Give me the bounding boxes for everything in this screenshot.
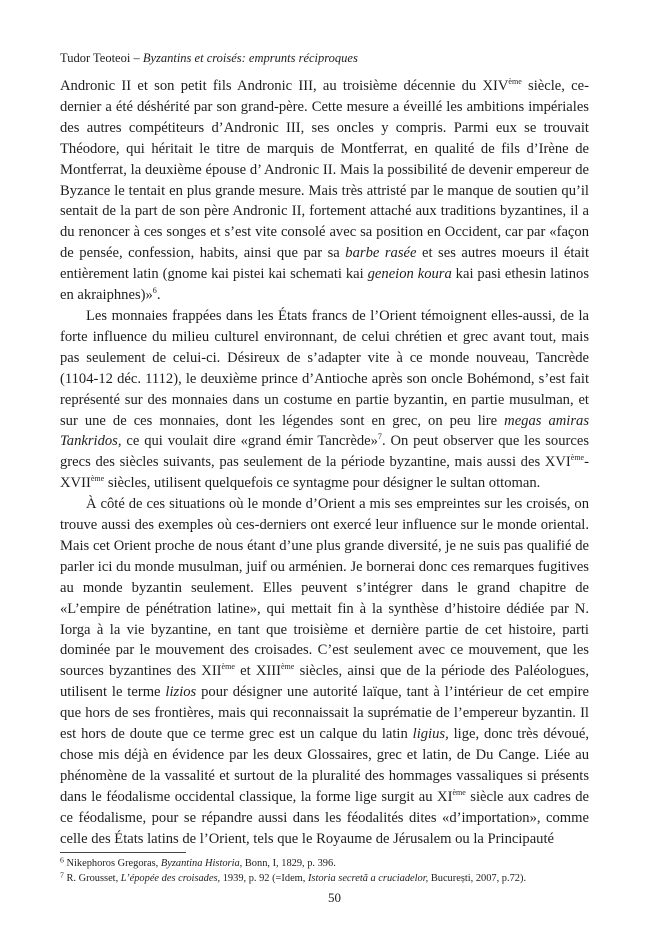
text-run: Andronic II et son petit fils Andronic III, au troisième décennie du XIV [60, 78, 509, 94]
footnotes [60, 856, 600, 886]
text-run: R. Grousset, [63, 873, 121, 884]
text-run: ce qui voulait dire «grand émir Tancrède» [121, 433, 378, 450]
text-run: Nikephoros Gregoras, [63, 858, 161, 869]
text-run: . [156, 287, 161, 304]
italic-run: L’épopée des croisades, [120, 873, 221, 884]
text-run: București, 2007, p.72). [428, 873, 527, 884]
running-header [60, 50, 620, 66]
text-run: pour désigner une autorité laïque, tant à l’intérieur de cet empire que hors de ses frontières, mais qui reconnaissait la suprématie de l’empereur byzantin. Il est hors de doute que ce terme grec est un calque du latin [60, 684, 589, 743]
footnote-number: 6 [60, 855, 64, 865]
page-number: 50 [328, 890, 341, 905]
text-run: -XVII [60, 454, 589, 492]
footnote-6 [60, 856, 600, 871]
body-text [60, 76, 589, 850]
italic-run: geneion koura [367, 266, 452, 283]
superscript: ème [570, 453, 585, 463]
header-title: Byzantins et croisés: emprunts réciproques [142, 51, 358, 65]
paragraph-2 [60, 306, 589, 494]
text-run: . On peut observer que les sources grecs des siècles suivants, pas seulement de la période byzantine, mais aussi des XVI [60, 433, 589, 471]
text-run: kai pasi ethesin latinos en akraiphnes)» [60, 266, 589, 304]
text-run: Les monnaies frappées dans les États francs de l’Orient témoignent elles-aussi, de la forte influence du milieu culturel environnant, de celui chrétien et grec avant tout, mais pas seulement de celui-ci. Désireux de s’adapter vite à ce monde nouveau, Tancrède (1104-12 déc. 1112), le deuxième prince d’Antioche après son oncle Bohémond, s’est fait représenté sur des monnaies dans un costume en partie byzantin, en partie musulman, et sur une de ces monnaies, dont les légendes sont en grec, on peu lire [60, 307, 589, 429]
superscript: ème [221, 662, 235, 672]
superscript: ème [90, 474, 105, 484]
italic-run: Byzantina Historia, [160, 858, 243, 869]
text-run: Bonn, I, 1829, p. 396. [242, 858, 336, 869]
footnote-ref-7[interactable]: 7 [377, 432, 382, 442]
text-run: 1939, p. 92 (=Idem, [220, 873, 308, 884]
italic-run: megas amiras Tankridos, [60, 412, 589, 450]
footnote-number: 7 [60, 870, 64, 880]
superscript: ème [508, 76, 522, 86]
italic-run: Istoria secretă a cruciadelor, [307, 873, 429, 884]
text-run: siècles, ainsi que de la période des Paléologues, utilisent le terme [60, 663, 589, 701]
footnote-7 [60, 871, 600, 886]
text-run: et XIII [234, 663, 281, 680]
italic-run: lizios [165, 684, 197, 701]
italic-run: barbe rasée [345, 245, 417, 262]
text-run: siècle, ce-dernier a été déshérité par son grand-père. Cette mesure a éveillé les ambitions impériales des autres compétiteurs d’Andronic III, ses oncles y compris. Parmi eux se trouvait Théodore, qui héritait le titre de marquis de Montferrat, en qualité de fils d’Irène de Montferrat, la deuxième épouse d’ Andronic II. Mais la possibilité de devenir empereur de Byzance le tentait en plus grande mesure. Mais très attristé par le manque de soutien qu’il sentait de la part de son père Andronic II, fortement attaché aux traditions byzantines, il a du renoncer à ces songes et s’est vite consolé avec sa position en Occident, car par «façon de pensée, confession, habits, ainsi que par sa [60, 78, 589, 262]
footnote-divider [60, 852, 186, 853]
superscript: ème [281, 662, 295, 672]
header-author: Tudor Teoteoi [60, 51, 131, 65]
text-run: siècles, utilisent quelquefois ce syntagme pour désigner le sultan ottoman. [104, 475, 541, 492]
paragraph-3 [60, 494, 589, 849]
italic-run: ligius, [412, 726, 449, 743]
text-run: et ses autres moeurs il était entièrement latin (gnome kai pistei kai schemati kai [60, 245, 590, 283]
text-run: À côté de ces situations où le monde d’Orient a mis ses empreintes sur les croisés, on trouve aussi des exemples où ces-derniers ont exercé leur influence sur le monde oriental. Mais cet Orient proche de nous étant d’une plus grande diversité, je ne suis pas qualifié de parler ici du monde musulman, juif ou arménien. Je bornerai donc ces remarques fugitives au monde byzantin seulement. Elles peuvent s’intégrer dans le grand chapitre de «L’empire de pénétration latine», qui mettait fin à la synthèse d’histoire dédiée par N. Iorga à la vie byzantine, en tant que troisième et dernière partie de cet histoire, parti dominée par le mouvement des croisades. C’est seulement avec ce mouvement, que les sources byzantines des XII [60, 496, 589, 680]
paragraph-1 [60, 76, 589, 306]
text-run: siècle aux cadres de ce féodalisme, pour se répandre aussi dans les féodalités dites «d’importation», comme celle des États latins de l’Orient, tels que le Royaume de Jérusalem ou la Principauté [60, 788, 589, 847]
text-run: lige, donc très dévoué, chose mis déjà en évidence par les deux Glossaires, grec et latin, de Du Cange. Liée au phénomène de la vassalité et surtout de la pluralité des hommages vassaliques si présents dans le féodalisme occidental classique, la forme lige surgit au XI [60, 726, 589, 805]
header-separator: – [130, 51, 143, 65]
footnote-ref-6[interactable]: 6 [152, 286, 157, 296]
superscript: ème [452, 787, 466, 797]
